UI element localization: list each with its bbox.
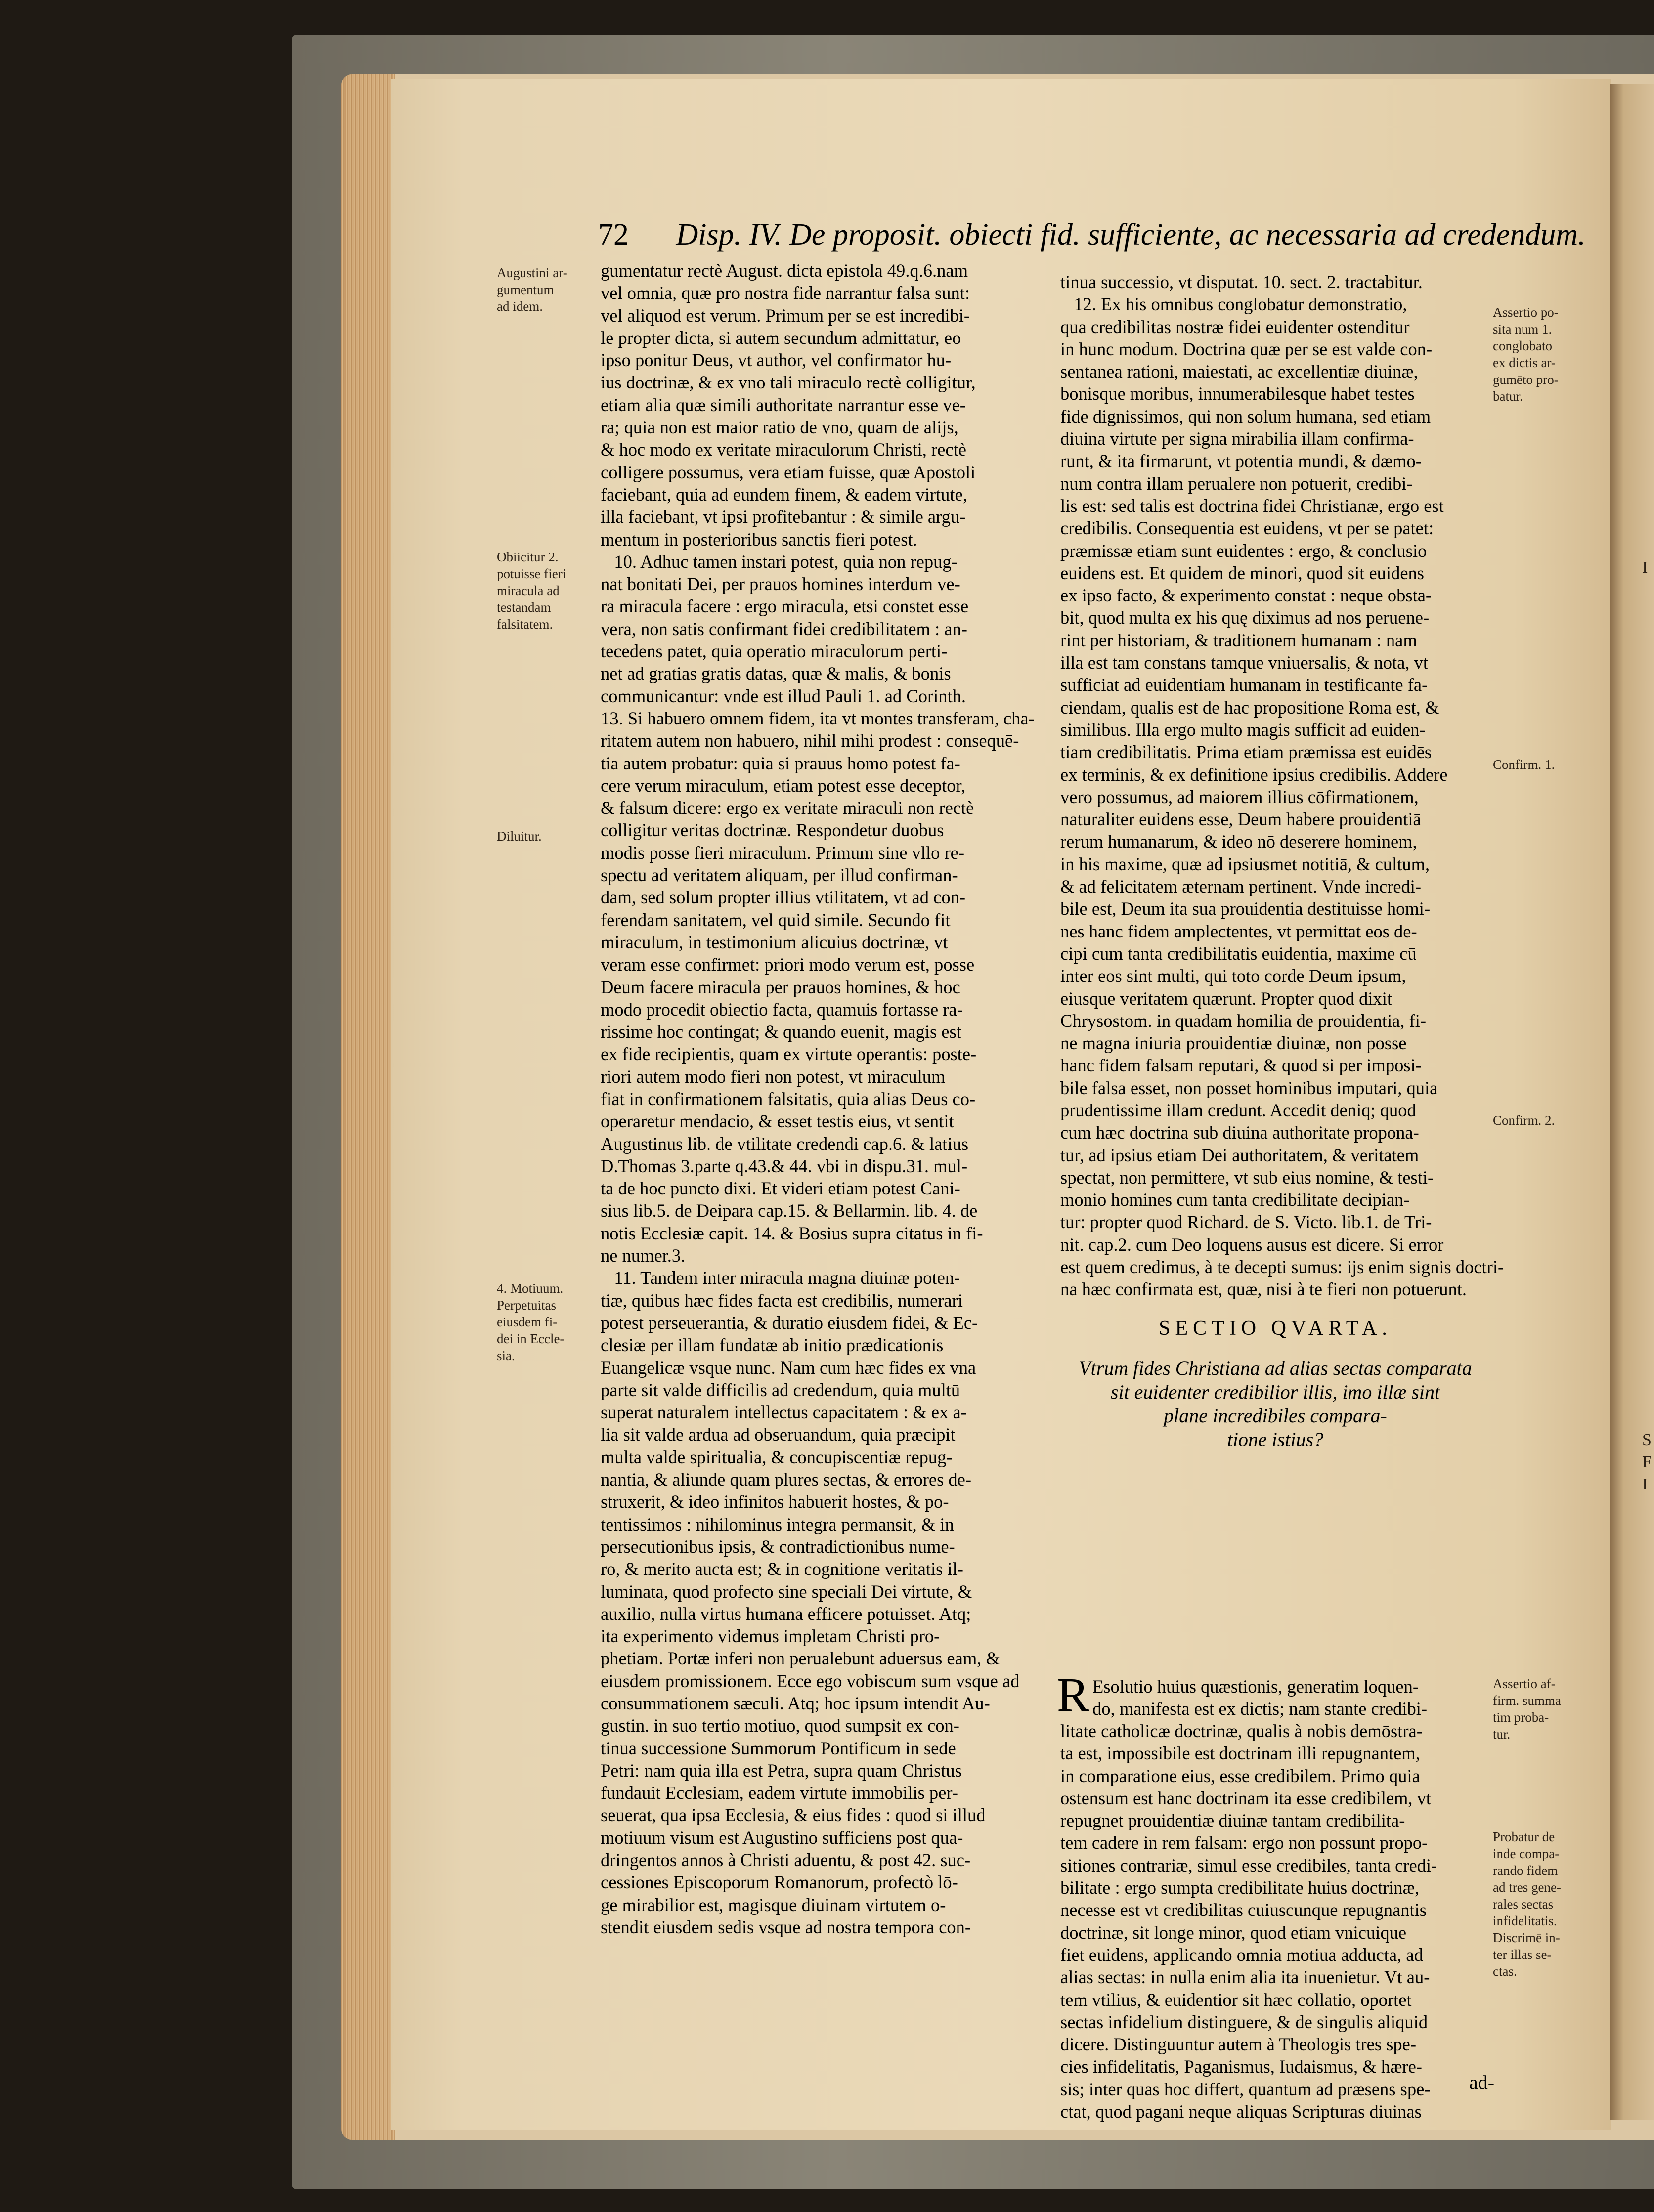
text-line: etiam alia quæ simili authoritate narrantur esse ve-: [601, 394, 966, 415]
left-text-column: [601, 259, 1045, 1938]
text-line: num contra illam perualere non potuerit, credibi-: [1060, 473, 1413, 494]
text-line: nantia, & aliunde quam plures sectas, & errores de-: [601, 1469, 972, 1490]
margin-note-confirm-2: [1493, 1112, 1555, 1129]
margin-note-line: eiusdem fi-: [497, 1315, 558, 1329]
text-line: in his maxime, quæ ad ipsiusmet notitiā, & cultum,: [1060, 853, 1430, 874]
text-line: na hæc confirmata est, quæ, nisi à te fieri non potuerunt.: [1060, 1279, 1467, 1300]
text-line: diuina virtute per signa mirabilia illam confirma-: [1060, 428, 1414, 449]
text-line: tiæ, quibus hæc fides facta est credibilis, numerari: [601, 1290, 963, 1311]
margin-note-line: Probatur de: [1493, 1829, 1555, 1844]
text-line: fide dignissimos, qui non solum humana, sed etiam: [1060, 406, 1431, 426]
text-line: ita experimento videmus impletam Christi pro-: [601, 1626, 940, 1647]
text-line: consummationem sæculi. Atq; hoc ipsum intendit Au-: [601, 1693, 990, 1713]
text-line: gumentatur rectè August. dicta epistola 49.q.6.nam: [601, 260, 968, 281]
text-line: ritatem autem non habuero, nihil mihi prodest : consequē-: [601, 730, 1019, 751]
margin-note-augustini: [497, 264, 567, 315]
margin-note-line: Confirm. 2.: [1493, 1113, 1555, 1128]
text-line: 13. Si habuero omnem fidem, ita vt montes transferam, cha-: [601, 708, 1035, 728]
text-line: D.Thomas 3.parte q.43.& 44. vbi in dispu.31. mul-: [601, 1155, 968, 1176]
text-line: tinua successione Summorum Pontificum in sede: [601, 1738, 956, 1758]
text-line: tur: propter quod Richard. de S. Victo. lib.1. de Tri-: [1060, 1212, 1432, 1233]
text-line: rissime hoc contingat; & quando euenit, magis est: [601, 1021, 961, 1042]
text-line: bile falsa esset, non posset hominibus imputari, quia: [1060, 1077, 1438, 1098]
text-line: monio homines cum tanta credibilitate decipian-: [1060, 1190, 1410, 1210]
text-line: & falsum dicere: ergo ex veritate miraculi non rectè: [601, 798, 974, 818]
text-line: eiusque veritatem quærunt. Propter quod dixit: [1060, 988, 1393, 1009]
text-line: fiat in confirmationem falsitatis, quia alias Deus co-: [601, 1088, 976, 1109]
text-line: qua credibilitas nostræ fidei euidenter ostenditur: [1060, 316, 1410, 337]
margin-note-line: Augustini ar-: [497, 265, 567, 280]
text-line: 11. Tandem inter miracula magna diuinæ poten-: [601, 1268, 960, 1288]
margin-note-line: ex dictis ar-: [1493, 355, 1556, 370]
margin-note-line: sita num 1.: [1493, 322, 1552, 337]
margin-note-confirm-1: [1493, 756, 1555, 773]
text-line: ostensum est hanc doctrinam ita esse credibilem, vt: [1060, 1787, 1432, 1808]
text-line: ge mirabilior est, magisque diuinam virtutem o-: [601, 1894, 946, 1915]
text-line: sentanea rationi, maiestati, ac excellentiæ diuinæ,: [1060, 361, 1418, 382]
text-line: tem cadere in rem falsam: ergo non possunt propo-: [1060, 1832, 1428, 1853]
margin-note-motiuum: [497, 1280, 564, 1364]
text-line: naturaliter euidens esse, Deum habere prouidentiā: [1060, 809, 1421, 830]
text-line: communicantur: vnde est illud Pauli 1. ad Corinth.: [601, 685, 966, 706]
text-line: motiuum visum est Augustino sufficiens post qua-: [601, 1827, 963, 1848]
text-line: ferendam sanitatem, vel quid simile. Secundo fit: [601, 909, 951, 930]
margin-note-line: Perpetuitas: [497, 1298, 556, 1313]
text-line: cum hæc doctrina sub diuina authoritate propona-: [1060, 1122, 1419, 1143]
text-line: spectat, non permittere, vt sub eius nomine, & testi-: [1060, 1167, 1434, 1188]
text-line: sufficiat ad euidentiam humanam in testificante fa-: [1060, 675, 1428, 695]
text-line: ciendam, qualis est de hac propositione Roma est, &: [1060, 697, 1439, 718]
text-line: ctat, quod pagani neque aliquas Scripturas diuinas: [1060, 2101, 1422, 2122]
text-line: lia sit valde ardua ad obseruandum, quia præcipit: [601, 1424, 956, 1445]
text-line: tia autem probatur: quia si prauus homo potest fa-: [601, 753, 960, 773]
text-line: repugnet prouidentiæ diuinæ tantam credibilita-: [1060, 1810, 1405, 1831]
margin-note-line: Confirm. 1.: [1493, 757, 1555, 772]
text-line: rerum humanarum, & ideo nō deserere hominem,: [1060, 831, 1417, 852]
margin-note-obiicitur: [497, 549, 566, 633]
next-page-fragment: F: [1642, 1453, 1652, 1471]
text-line: tiam credibilitatis. Prima etiam præmissa est euidēs: [1060, 742, 1432, 763]
margin-note-line: firm. summa: [1493, 1693, 1561, 1708]
next-page-fragment: I: [1642, 1475, 1648, 1493]
text-line: Esolutio huius quæstionis, generatim loquen-: [1092, 1676, 1419, 1697]
margin-note-line: potuisse fieri: [497, 566, 566, 581]
text-line: fundauit Ecclesiam, eadem virtute immobilis per-: [601, 1783, 958, 1803]
next-page-fragment: I: [1642, 558, 1648, 577]
text-line: Euangelicæ vsque nunc. Nam cum hæc fides ex vna: [601, 1357, 976, 1378]
text-line: sius lib.5. de Deipara cap.15. & Bellarmin. lib. 4. de: [601, 1200, 978, 1221]
text-line: persecutionibus ipsis, & contradictionibus nume-: [601, 1536, 955, 1557]
text-line: vero possumus, ad maiorem illius cōfirmationem,: [1060, 786, 1419, 807]
text-line: fiet euidens, applicando omnia motiua adducta, ad: [1060, 1944, 1423, 1965]
text-line: colligere possumus, vera etiam fuisse, quæ Apostoli: [601, 462, 976, 482]
text-line: faciebant, quia ad eundem finem, & eadem virtute,: [601, 484, 967, 505]
text-line: mentum in posterioribus sanctis fieri potest.: [601, 529, 917, 550]
text-line: stendit eiusdem sedis vsque ad nostra tempora con-: [601, 1916, 971, 1937]
text-line: similibus. Illa ergo multo magis sufficit ad euiden-: [1060, 719, 1426, 740]
text-line: sis; inter quas hoc differt, quantum ad præsens spe-: [1060, 2079, 1431, 2099]
text-line: prudentissime illam credunt. Accedit deniq; quod: [1060, 1100, 1416, 1120]
text-line: ta est, impossibile est doctrinam illi repugnantem,: [1060, 1743, 1420, 1764]
text-line: doctrinæ, sit longe minor, quod etiam vnicuique: [1060, 1922, 1407, 1943]
text-line: hanc fidem falsam reputari, & quod si per imposi-: [1060, 1055, 1422, 1076]
margin-note-line: gumentum: [497, 282, 554, 297]
text-line: struxerit, & ideo infinitos habuerit hostes, & po-: [601, 1491, 949, 1512]
margin-note-line: miracula ad: [497, 583, 560, 598]
text-line: & hoc modo ex veritate miraculorum Christi, rectè: [601, 439, 966, 460]
text-line: luminata, quod profecto sine speciali Dei virtute, &: [601, 1581, 972, 1602]
section-heading: SECTIO QVARTA.: [1159, 1317, 1392, 1340]
margin-note-assertio-affirm: [1493, 1675, 1561, 1743]
text-line: ta de hoc puncto dixi. Et videri etiam potest Cani-: [601, 1178, 960, 1199]
margin-note-line: rando fidem: [1493, 1863, 1558, 1878]
text-line: modo procedit obiectio facta, quamuis fortasse ra-: [601, 999, 963, 1020]
drop-capital: R: [1057, 1668, 1089, 1722]
margin-note-line: Diluitur.: [497, 829, 542, 844]
margin-note-line: inde compa-: [1493, 1846, 1560, 1861]
text-line: 10. Adhuc tamen instari potest, quia non repug-: [601, 551, 958, 572]
text-line: litate catholicæ doctrinæ, qualis à nobis demōstra-: [1060, 1721, 1423, 1741]
text-line: superat naturalem intellectus capacitatem : & ex a-: [601, 1402, 967, 1423]
text-line: riori autem modo fieri non potest, vt miraculum: [601, 1066, 946, 1087]
text-line: ex ipso facto, & experimento constat : neque obsta-: [1060, 585, 1432, 606]
right-text-column: [1060, 271, 1504, 1301]
text-line: præmissæ etiam sunt euidentes : ergo, & conclusio: [1060, 540, 1427, 561]
text-line: modis posse fieri miraculum. Primum sine vllo re-: [601, 842, 964, 863]
text-line: clesiæ per illam fundatæ ab initio prædicationis: [601, 1335, 944, 1356]
margin-note-line: ctas.: [1493, 1964, 1517, 1979]
text-line: eiusdem promissionem. Ecce ego vobiscum sum vsque ad: [601, 1670, 1020, 1691]
text-line: vera, non satis confirmant fidei credibilitatem : an-: [601, 618, 967, 639]
text-line: alias sectas: in nulla enim alia ita inuenietur. Vt au-: [1060, 1967, 1430, 1988]
margin-note-assertio: [1493, 304, 1559, 405]
text-line: ra; quia non est maior ratio de vno, quam de alijs,: [601, 417, 958, 438]
margin-note-line: 4. Motiuum.: [497, 1281, 564, 1296]
text-line: in comparatione eius, esse credibilem. Primo quia: [1060, 1765, 1420, 1786]
margin-note-line: Assertio po-: [1493, 305, 1559, 320]
text-line: ex terminis, & ex definitione ipsius credibilis. Addere: [1060, 764, 1448, 785]
margin-note-line: ad idem.: [497, 299, 543, 314]
text-line: illa est tam constans tamque vniuersalis, & nota, vt: [1060, 652, 1429, 673]
text-line: bonisque moribus, innumerabilesque habet testes: [1060, 383, 1415, 404]
text-line: runt, & ita firmarunt, vt potentia mundi, & dæmo-: [1060, 451, 1422, 471]
text-line: bit, quod multa ex his quę diximus ad nos peruene-: [1060, 607, 1430, 628]
text-line: ius doctrinæ, & ex vno tali miraculo rectè colligitur,: [601, 372, 976, 393]
margin-note-line: ad tres gene-: [1493, 1880, 1561, 1895]
text-line: cessiones Episcoporum Romanorum, profectò lō-: [601, 1872, 958, 1893]
margin-note-line: rales sectas: [1493, 1897, 1554, 1912]
text-line: lis est: sed talis est doctrina fidei Christianæ, ergo est: [1060, 495, 1444, 516]
text-line: tinua successio, vt disputat. 10. sect. 2. tractabitur.: [1060, 272, 1423, 292]
margin-note-line: batur.: [1493, 389, 1523, 404]
text-line: in hunc modum. Doctrina quæ per se est valde con-: [1060, 339, 1433, 359]
text-line: ne magna iniuria prouidentiæ diuinæ, non posse: [1060, 1033, 1407, 1054]
margin-note-line: conglobato: [1493, 339, 1552, 353]
text-line: Deum facere miracula per prauos homines, & hoc: [601, 977, 960, 997]
text-line: bilitate : ergo sumpta credibilitate huius doctrinæ,: [1060, 1877, 1420, 1898]
subtitle-line: sit euidenter credibilior illis, imo illæ sint: [1110, 1381, 1440, 1403]
margin-note-line: testandam: [497, 600, 551, 615]
text-line: ro, & merito aucta est; & in cognitione veritatis il-: [601, 1559, 963, 1579]
text-line: multa valde spiritualia, & concupiscentiæ repug-: [601, 1446, 953, 1467]
margin-note-line: tim proba-: [1493, 1710, 1549, 1725]
text-line: sectas infidelium distinguere, & de singulis aliquid: [1060, 2011, 1428, 2032]
text-line: phetiam. Portæ inferi non perualebunt aduersus eam, &: [601, 1648, 1000, 1669]
margin-note-line: falsitatem.: [497, 617, 553, 632]
text-line: Augustinus lib. de vtilitate credendi cap.6. & latius: [601, 1133, 969, 1154]
text-line: ra miracula facere : ergo miracula, etsi constet esse: [601, 596, 969, 617]
text-line: ne numer.3.: [601, 1245, 686, 1266]
resolution-first-lines: [1092, 1675, 1493, 1720]
text-line: parte sit valde difficilis ad credendum, quia multū: [601, 1379, 960, 1400]
text-line: auxilio, nulla virtus humana efficere potuisset. Atq;: [601, 1603, 971, 1624]
margin-note-line: infidelitatis.: [1493, 1914, 1557, 1928]
catchword: ad-: [1469, 2071, 1495, 2093]
margin-note-line: sia.: [497, 1348, 515, 1363]
text-line: credibilis. Consequentia est euidens, vt per se patet:: [1060, 518, 1434, 539]
text-line: ipso ponitur Deus, vt author, vel confirmator hu-: [601, 350, 952, 371]
text-line: notis Ecclesiæ capit. 14. & Bosius supra citatus in fi-: [601, 1223, 983, 1243]
running-header: [598, 213, 1586, 257]
text-line: Chrysostom. in quadam homilia de prouidentia, fi-: [1060, 1010, 1427, 1031]
text-line: sitiones contrariæ, simul esse credibiles, tanta credi-: [1060, 1855, 1437, 1875]
text-line: do, manifesta est ex dictis; nam stante credibi-: [1092, 1699, 1428, 1719]
text-line: rint per historiam, & traditionem humanam : nam: [1060, 630, 1417, 650]
text-line: nit. cap.2. cum Deo loquens ausus est dicere. Si error: [1060, 1234, 1444, 1255]
text-line: tem vtilius, & euidentior sit hæc collatio, oportet: [1060, 1989, 1412, 2010]
text-line: illa faciebant, vt ipsi profitebantur : & simile argu-: [601, 507, 966, 527]
text-line: cere verum miraculum, etiam potest esse deceptor,: [601, 775, 966, 796]
text-line: miraculum, in testimonium alicuius doctrinæ, vt: [601, 932, 948, 952]
next-page-edge: [1610, 84, 1654, 2120]
text-line: potest perseuerantia, & duratio eiusdem fidei, & Ec-: [601, 1312, 978, 1333]
text-line: dicere. Distinguuntur autem à Theologis tres spe-: [1060, 2034, 1417, 2055]
text-line: colligitur veritas doctrinæ. Respondetur duobus: [601, 820, 944, 841]
text-line: cipi cum tanta credibilitatis euidentia, maxime cū: [1060, 943, 1417, 964]
text-line: bile est, Deum ita sua prouidentia destituisse homi-: [1060, 898, 1431, 919]
text-line: nes hanc fidem amplectentes, vt permittat eos de-: [1060, 921, 1417, 941]
margin-note-line: Obiicitur 2.: [497, 550, 559, 564]
text-line: tentissimos : nihilominus integra permansit, & in: [601, 1514, 954, 1534]
text-line: gustin. in suo tertio motiuo, quod sumpsit ex con-: [601, 1715, 959, 1736]
section-subtitle: [1060, 1357, 1490, 1451]
text-line: vel omnia, quæ pro nostra fide narrantur falsa sunt:: [601, 283, 970, 303]
text-line: 12. Ex his omnibus conglobatur demonstratio,: [1060, 294, 1407, 315]
margin-note-line: gumēto pro-: [1493, 372, 1559, 387]
margin-note-line: tur.: [1493, 1727, 1511, 1742]
margin-note-probatur: [1493, 1829, 1561, 1980]
text-line: tur, ad ipsius etiam Dei authoritatem, & veritatem: [1060, 1145, 1419, 1165]
text-line: euidens est. Et quidem de minori, quod sit euidens: [1060, 562, 1424, 583]
text-line: cies infidelitatis, Paganismus, Iudaismus, & hære-: [1060, 2056, 1422, 2077]
text-line: net ad gratias gratis datas, quæ & malis, & bonis: [601, 663, 951, 684]
text-line: tecedens patet, quia operatio miraculorum perti-: [601, 641, 948, 662]
text-line: le propter dicta, si autem secundum admittatur, eo: [601, 327, 961, 348]
text-line: operaretur mendacio, & esset testis eius, vt sentit: [601, 1111, 954, 1132]
text-line: dam, sed solum propter illius vtilitatem, vt ad con-: [601, 887, 965, 908]
margin-note-line: dei in Eccle-: [497, 1331, 565, 1346]
margin-note-diluitur: [497, 828, 542, 845]
text-line: spectu ad veritatem aliquam, per illud confirman-: [601, 865, 958, 886]
subtitle-line: Vtrum fides Christiana ad alias sectas comparata: [1079, 1357, 1472, 1379]
subtitle-line: tione istius?: [1227, 1428, 1324, 1450]
text-line: vel aliquod est verum. Primum per se est incredibi-: [601, 305, 970, 326]
text-line: necesse est vt credibilitas cuiuscunque repugnantis: [1060, 1900, 1427, 1920]
running-title: Disp. IV. De proposit. obiecti fid. sufficiente, ac necessaria ad credendum.: [676, 218, 1586, 252]
text-line: est quem credimus, à te decepti sumus: ijs enim signis doctri-: [1060, 1257, 1504, 1277]
margin-note-line: ter illas se-: [1493, 1947, 1552, 1962]
text-line: veram esse confirmet: priori modo verum est, posse: [601, 954, 975, 975]
text-line: nat bonitati Dei, per prauos homines interdum ve-: [601, 574, 960, 595]
text-line: & ad felicitatem æternam pertinent. Vnde incredi-: [1060, 876, 1422, 897]
margin-note-line: Assertio af-: [1493, 1676, 1556, 1691]
subtitle-line: plane incredibiles compara-: [1164, 1404, 1387, 1427]
text-line: ex fide recipientis, quam ex virtute operantis: poste-: [601, 1044, 977, 1064]
resolution-paragraph: [1060, 1720, 1490, 2123]
text-line: dringentos annos à Christi aduentu, & post 42. suc-: [601, 1850, 971, 1871]
page-edges: [341, 74, 395, 2140]
next-page-fragment: S: [1642, 1431, 1652, 1449]
text-line: inter eos sint multi, qui toto corde Deum ipsum,: [1060, 966, 1406, 986]
text-line: seuerat, qua ipsa Ecclesia, & eius fides : quod si illud: [601, 1805, 986, 1826]
page-number: 72: [598, 218, 629, 252]
margin-note-line: Discrimē in-: [1493, 1930, 1560, 1945]
text-line: Petri: nam quia illa est Petra, supra quam Christus: [601, 1760, 962, 1781]
